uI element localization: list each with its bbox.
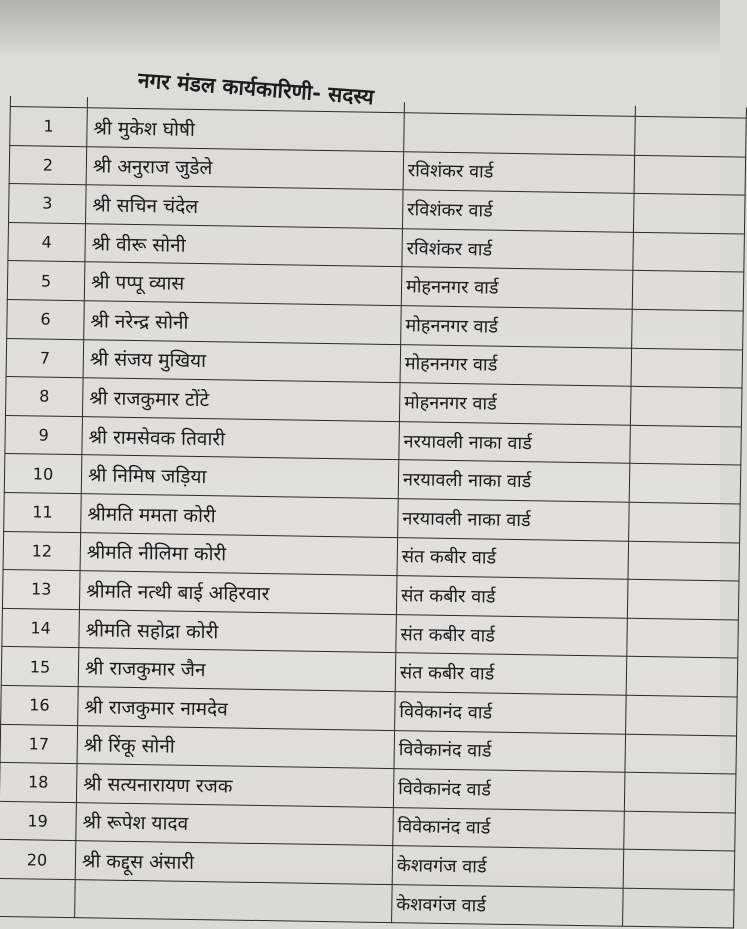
ward-cell: संत कबीर वार्ड bbox=[397, 537, 629, 579]
member-table-body bbox=[0, 96, 746, 928]
ward-cell: मोहननगर वार्ड bbox=[401, 306, 633, 348]
blank-cell bbox=[632, 271, 744, 311]
blank-cell bbox=[627, 618, 739, 658]
blank-cell bbox=[633, 194, 745, 234]
blank-cell bbox=[632, 309, 744, 349]
blank-cell bbox=[625, 734, 737, 774]
ward-cell: रविशंकर वार्ड bbox=[402, 228, 634, 270]
ward-cell: केशवगंज वार्ड bbox=[392, 846, 624, 888]
member-name-cell: श्री सचिन चंदेल bbox=[86, 185, 404, 229]
serial-number-cell: 10 bbox=[4, 454, 82, 494]
serial-number-cell: 8 bbox=[5, 377, 83, 417]
blank-cell bbox=[624, 811, 736, 851]
member-name-cell: श्री रिंकू सोनी bbox=[77, 725, 395, 769]
ward-cell: नरयावली नाका वार्ड bbox=[398, 499, 630, 541]
blank-cell bbox=[635, 116, 747, 156]
serial-number-cell: 18 bbox=[0, 763, 77, 803]
serial-number-cell: 5 bbox=[7, 261, 85, 301]
ward-cell: विवेकानंद वार्ड bbox=[393, 807, 625, 849]
ward-cell: मोहननगर वार्ड bbox=[401, 267, 633, 309]
serial-number-cell: 20 bbox=[0, 840, 76, 880]
member-table bbox=[0, 96, 747, 929]
member-name-cell: श्री संजय मुखिया bbox=[83, 339, 401, 383]
ward-cell: विवेकानंद वार्ड bbox=[395, 692, 627, 734]
serial-number-cell: 19 bbox=[0, 801, 76, 841]
member-name-cell: श्री राजकुमार नामदेव bbox=[78, 687, 396, 731]
ward-cell: मोहननगर वार्ड bbox=[399, 383, 631, 425]
serial-number-cell: 3 bbox=[9, 184, 87, 224]
blank-cell bbox=[623, 850, 735, 890]
blank-cell bbox=[630, 425, 742, 465]
blank-cell bbox=[633, 232, 745, 272]
ward-cell: केशवगंज वार्ड bbox=[392, 884, 624, 926]
ward-cell: विवेकानंद वार्ड bbox=[393, 769, 625, 811]
member-name-cell: श्रीमति नत्थी बाई अहिरवार bbox=[79, 571, 397, 615]
member-name-cell: श्री राजकुमार जैन bbox=[78, 648, 396, 692]
member-name-cell: श्री अनुराज जुडेले bbox=[86, 146, 404, 190]
member-name-cell bbox=[75, 879, 393, 923]
serial-number-cell bbox=[0, 878, 75, 918]
member-name-cell: श्री राजकुमार टोंटे bbox=[82, 378, 400, 422]
blank-cell bbox=[626, 695, 738, 735]
blank-cell bbox=[630, 386, 742, 426]
serial-number-cell: 9 bbox=[5, 415, 83, 455]
blank-cell bbox=[626, 657, 738, 697]
document-title: नगर मंडल कार्यकारिणी- सदस्य bbox=[137, 68, 375, 110]
member-name-cell: श्री रामसेवक तिवारी bbox=[82, 416, 400, 460]
serial-number-cell: 13 bbox=[2, 570, 80, 610]
ward-cell: रविशंकर वार्ड bbox=[402, 190, 634, 232]
member-name-cell: श्री मुकेश घोषी bbox=[87, 108, 405, 152]
ward-cell bbox=[404, 113, 636, 155]
member-name-cell: श्री सत्यनारायण रजक bbox=[76, 764, 394, 808]
blank-cell bbox=[629, 502, 741, 542]
blank-cell bbox=[628, 541, 740, 581]
member-name-cell: श्री कद्दूस अंसारी bbox=[75, 841, 393, 885]
blank-cell bbox=[623, 888, 735, 928]
blank-cell bbox=[634, 155, 746, 195]
serial-number-cell: 7 bbox=[6, 338, 84, 378]
ward-cell: संत कबीर वार्ड bbox=[395, 653, 627, 695]
member-name-cell: श्रीमति नीलिमा कोरी bbox=[80, 532, 398, 576]
serial-number-cell: 6 bbox=[7, 299, 85, 339]
serial-number-cell: 11 bbox=[4, 492, 82, 532]
blank-cell bbox=[624, 772, 736, 812]
member-name-cell: श्री वीरू सोनी bbox=[85, 223, 403, 267]
member-name-cell: श्री निमिष जड़िया bbox=[81, 455, 399, 499]
serial-number-cell: 16 bbox=[1, 685, 79, 725]
paper-edge-shadow bbox=[0, 0, 720, 55]
blank-cell bbox=[631, 348, 743, 388]
member-name-cell: श्री नरेन्द्र सोनी bbox=[84, 301, 402, 345]
ward-cell: विवेकानंद वार्ड bbox=[394, 730, 626, 772]
member-name-cell: श्री रूपेश यादव bbox=[76, 802, 394, 846]
serial-number-cell: 15 bbox=[1, 647, 79, 687]
serial-number-cell: 4 bbox=[8, 222, 86, 262]
blank-cell bbox=[627, 579, 739, 619]
serial-number-cell: 12 bbox=[3, 531, 81, 571]
member-name-cell: श्रीमति सहोद्रा कोरी bbox=[79, 609, 397, 653]
member-table-wrapper bbox=[0, 96, 740, 929]
ward-cell: संत कबीर वार्ड bbox=[396, 614, 628, 656]
ward-cell: नरयावली नाका वार्ड bbox=[398, 460, 630, 502]
serial-number-cell: 1 bbox=[10, 107, 88, 147]
serial-number-cell: 17 bbox=[0, 724, 78, 764]
member-name-cell: श्रीमति ममता कोरी bbox=[81, 494, 399, 538]
ward-cell: रविशंकर वार्ड bbox=[403, 151, 635, 193]
ward-cell: मोहननगर वार्ड bbox=[400, 344, 632, 386]
serial-number-cell: 14 bbox=[2, 608, 80, 648]
blank-cell bbox=[629, 464, 741, 504]
serial-number-cell: 2 bbox=[9, 145, 87, 185]
member-name-cell: श्री पप्पू व्यास bbox=[84, 262, 402, 306]
ward-cell: नरयावली नाका वार्ड bbox=[399, 421, 631, 463]
ward-cell: संत कबीर वार्ड bbox=[396, 576, 628, 618]
